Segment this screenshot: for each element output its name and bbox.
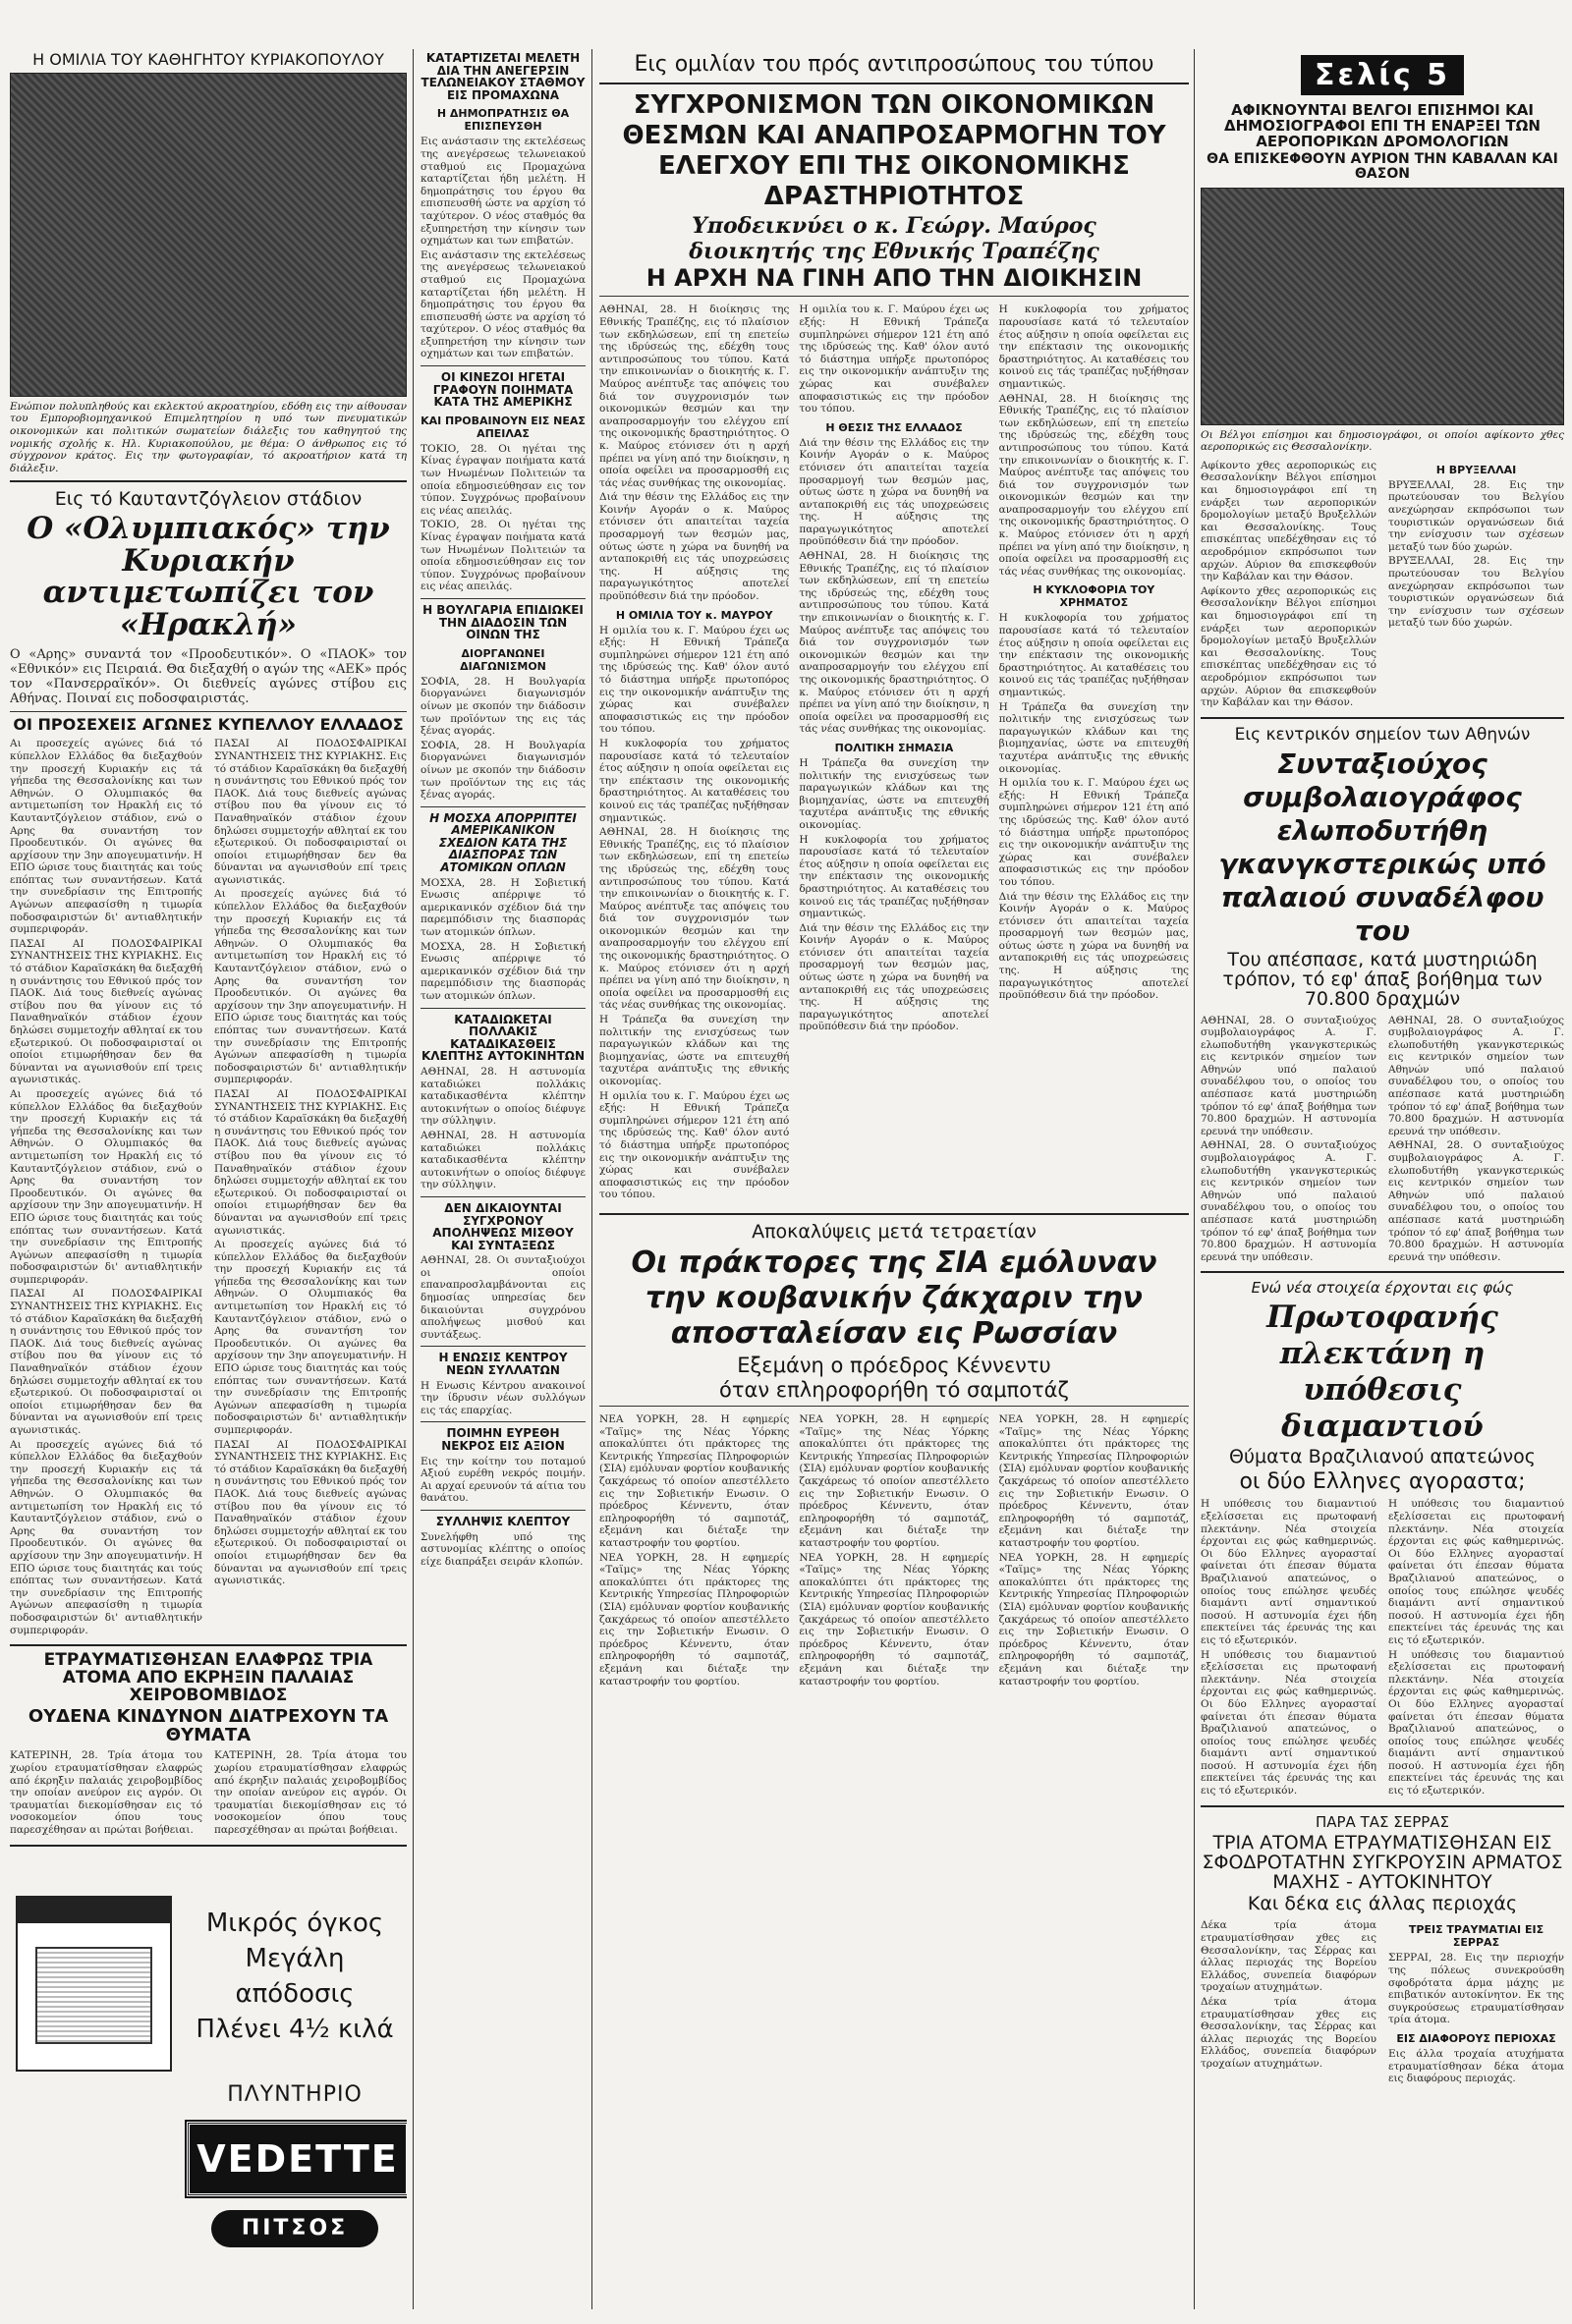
shepherd-headline: ΠΟΙΜΗΝ ΕΥΡΕΘΗ ΝΕΚΡΟΣ ΕΙΣ ΑΞΙΟΝ	[441, 1426, 565, 1453]
cup-games-body-b-cont: Αι προσεχείς αγώνες διά τό κύπελλον Ελλάδος θα διεξαχθούν την προσεχή Κυριακήν εις τά γήπεδα της Θεσσαλονίκης και των Αθηνών. Ο Ολυμπιακός θα αντιμετωπίση τον Ηρακλή εις τό Καυταντζόγλειον στάδιον, ενώ ο Αρης θα συναντήση τον Προοδευτικόν. Οι αγώνες θα αρχίσουν την 3ην απογευματινήν. Η ΕΠΟ ώρισε τους διαιτητάς και τούς επόπτας των συναντήσεων. Κατά την συνεδρίασιν της Επιτροπής Αγώνων απεφασίσθη η τιμωρία ποδοσφαιριστών δι' αντιαθλητικήν συμπεριφοράν.	[214, 888, 407, 1086]
column-right	[1201, 49, 1564, 2314]
cup-games-body-a-cont2: Αι προσεχείς αγώνες διά τό κύπελλον Ελλάδος θα διεξαχθούν την προσεχή Κυριακήν εις τά γήπεδα της Θεσσαλονίκης και των Αθηνών. Ο Ολυμπιακός θα αντιμετωπίση τον Ηρακλή εις τό Καυταντζόγλειον στάδιον, ενώ ο Αρης θα συναντήση τον Προοδευτικόν. Οι αγώνες θα αρχίσουν την 3ην απογευματινήν. Η ΕΠΟ ώρισε τους διαιτητάς και τούς επόπτας των συναντήσεων. Κατά την συνεδρίασιν της Επιτροπής Αγώνων απεφασίσθη η τιμωρία ποδοσφαιριστών δι' αντιαθλητικήν συμπεριφοράν.	[10, 1087, 202, 1286]
ad-line-2: Μεγάλη απόδοσις	[235, 1943, 355, 2009]
column-rule	[591, 49, 592, 2309]
cia-body-6: ΝΕΑ ΥΟΡΚΗ, 28. Η εφημερίς «Ταϊμς» της Νέας Υόρκης αποκαλύπτει ότι πράκτορες της Κεντρικής Υπηρεσίας Πληροφοριών (ΣΙΑ) εμόλυναν φορτίον κουβανικής ζακχάρεως τό οποίον απεστέλλετο εις την Σοβιετικήν Ενωσιν. Ο πρόεδρος Κέννεντυ, όταν επληροφορήθη τό σαμποτάζ, εξεμάνη και διέταξε την καταστροφήν του φορτίου.	[998, 1551, 1189, 1688]
moscow-body-cont: ΜΟΣΧΑ, 28. Η Σοβιετική Ενωσις απέρριψε τό αμερικανικόν σχέδιον διά την παρεμπόδισιν της διασποράς των ατομικών όπλων.	[421, 940, 586, 1002]
cup-games-body-b-cont2: ΠΑΣΑΙ ΑΙ ΠΟΔΟΣΦΑΙΡΙΚΑΙ ΣΥΝΑΝΤΗΣΕΙΣ ΤΗΣ ΚΥΡΙΑΚΗΣ. Εις τό στάδιον Καραϊσκάκη θα διεξαχθή η συνάντησις του Εθνικού πρός τον ΠΑΟΚ. Διά τους διεθνείς αγώνας στίβου που θα γίνουν εις τό Παναθηναϊκόν στάδιον έχουν δηλώσει συμμετοχήν αθληταί εκ του εξωτερικού. Οι ποδοσφαιρισταί οι οποίοι ετιμωρήθησαν δεν θα δύνανται να αγωνισθούν επί τρεις αγωνιστικάς.	[214, 1087, 407, 1237]
thief-arrest-body: Συνελήφθη υπό της αστυνομίας κλέπτης ο οποίος είχε διαπράξει σειράν κλοπών.	[421, 1530, 586, 1568]
economy-body-16: Η κυκλοφορία του χρήματος παρουσίασε κατά τό τελευταίον έτος αύξησιν η οποία οφείλεται εις την επέκτασιν της οικονομικής δραστηριότητος. Αι καταθέσεις του κοινού εις τάς τραπέζας ηυξήθησαν σημαντικώς.	[998, 612, 1189, 698]
cup-games-body-a-cont4: Αι προσεχείς αγώνες διά τό κύπελλον Ελλάδος θα διεξαχθούν την προσεχή Κυριακήν εις τά γήπεδα της Θεσσαλονίκης και των Αθηνών. Ο Ολυμπιακός θα αντιμετωπίση τον Ηρακλή εις τό Καυταντζόγλειον στάδιον, ενώ ο Αρης θα συναντήση τον Προοδευτικόν. Οι αγώνες θα αρχίσουν την 3ην απογευματινήν. Η ΕΠΟ ώρισε τους διαιτητάς και τούς επόπτας των συναντήσεων. Κατά την συνεδρίασιν της Επιτροπής Αγώνων απεφασίσθη η τιμωρία ποδοσφαιριστών δι' αντιαθλητικήν συμπεριφοράν.	[10, 1438, 202, 1636]
cup-games-body-b-cont4: ΠΑΣΑΙ ΑΙ ΠΟΔΟΣΦΑΙΡΙΚΑΙ ΣΥΝΑΝΤΗΣΕΙΣ ΤΗΣ ΚΥΡΙΑΚΗΣ. Εις τό στάδιον Καραϊσκάκη θα διεξαχθή η συνάντησις του Εθνικού πρός τον ΠΑΟΚ. Διά τους διεθνείς αγώνας στίβου που θα γίνουν εις τό Παναθηναϊκόν στάδιον έχουν δηλώσει συμμετοχήν αθληταί εκ του εξωτερικού. Οι ποδοσφαιρισταί οι οποίοι ετιμωρήθησαν δεν θα δύνανται να αγωνισθούν επί τρεις αγωνιστικάς.	[214, 1438, 407, 1587]
bulgaria-body: ΣΟΦΙΑ, 28. Η Βουλγαρία διοργανώνει διαγωνισμόν οίνων με σκοπόν την διάδοσιν των προϊόντων της εις τάς ξένας αγοράς.	[421, 675, 586, 738]
economy-body-18: Η ομιλία του κ. Γ. Μαύρου έχει ως εξής: Η Εθνική Τράπεζα συμπληρώνει σήμερον 121 έτη από της ιδρύσεώς της. Καθ' όλον αυτό τό διάστημα υπήρξε πρωτοπόρος εις την οικονομικήν ανάπτυξιν της χώρας και συνέβαλεν αποφασιστικώς εις την πρόοδον του τόπου.	[998, 777, 1189, 888]
kyriakopoulos-headline: Η ΟΜΙΛΙΑ ΤΟΥ ΚΑΘΗΓΗΤΟΥ ΚΥΡΙΑΚΟΠΟΥΛΟΥ	[32, 50, 384, 69]
notary-body-4: ΑΘΗΝΑΙ, 28. Ο συνταξιούχος συμβολαιογράφος Α. Γ. ελωποδυτήθη γκανγκστερικώς εις κεντρικόν σημείον των Αθηνών υπό παλαιού συναδέλφου του, ο οποίος του απέσπασε κατά μυστηριώδη τρόπον τό εφ' άπαξ βοήθημα των 70.800 δραχμών. Η αστυνομία ερευνά την υπόθεσιν.	[1388, 1139, 1564, 1263]
notary-body-2: ΑΘΗΝΑΙ, 28. Ο συνταξιούχος συμβολαιογράφος Α. Γ. ελωποδυτήθη γκανγκστερικώς εις κεντρικόν σημείον των Αθηνών υπό παλαιού συναδέλφου του, ο οποίος του απέσπασε κατά μυστηριώδη τρόπον τό εφ' άπαξ βοήθημα των 70.800 δραχμών. Η αστυνομία ερευνά την υπόθεσιν.	[1201, 1139, 1376, 1263]
ad-brand-name: VEDETTE	[196, 2136, 399, 2181]
economy-sub-money: Η ΚΥΚΛΟΦΟΡΙΑ ΤΟΥ ΧΡΗΜΑΤΟΣ	[1033, 583, 1155, 610]
chinese-headline: ΟΙ ΚΙΝΕΖΟΙ ΗΓΕΤΑΙ ΓΡΑΦΟΥΝ ΠΟΙΗΜΑΤΑ ΚΑΤΑ ΤΗΣ ΑΜΕΡΙΚΗΣ	[432, 370, 574, 410]
economy-body-12: Η κυκλοφορία του χρήματος παρουσίασε κατά τό τελευταίον έτος αύξησιν η οποία οφείλεται εις την επέκτασιν της οικονομικής δραστηριότητος. Αι καταθέσεις του κοινού εις τάς τραπέζας ηυξήθησαν σημαντικώς.	[799, 833, 989, 920]
cia-body-5: ΝΕΑ ΥΟΡΚΗ, 28. Η εφημερίς «Ταϊμς» της Νέας Υόρκης αποκαλύπτει ότι πράκτορες της Κεντρικής Υπηρεσίας Πληροφοριών (ΣΙΑ) εμόλυναν φορτίον κουβανικής ζακχάρεως τό οποίον απεστέλλετο εις την Σοβιετικήν Ενωσιν. Ο πρόεδρος Κέννεντυ, όταν επληροφορήθη τό σαμποτάζ, εξεμάνη και διέταξε την καταστροφήν του φορτίου.	[998, 1413, 1189, 1549]
notary-body-1: ΑΘΗΝΑΙ, 28. Ο συνταξιούχος συμβολαιογράφος Α. Γ. ελωποδυτήθη γκανγκστερικώς εις κεντρικόν σημείον των Αθηνών υπό παλαιού συναδέλφου του, ο οποίος του απέσπασε κατά μυστηριώδη τρόπον τό εφ' άπαξ βοήθημα των 70.800 δραχμών. Η αστυνομία ερευνά την υπόθεσιν.	[1201, 1014, 1376, 1137]
ad-line-3: Πλένει 4½ κιλά	[196, 2014, 394, 2044]
economy-body-10: ΑΘΗΝΑΙ, 28. Η διοίκησις της Εθνικής Τραπέζης, εις τό πλαίσιον των εκδηλώσεων, επί τη επετείω της ιδρύσεώς της, εδέχθη τους αντιπροσώπους του τύπου. Κατά την επικοινωνίαν ο διοικητής κ. Γ. Μαύρος ανέπτυξε τας απόψεις του διά τον συγχρονισμόν των οικονομικών θεσμών και την αναπροσαρμογήν του ελέγχου επί της οικονομικής δραστηριότητος. Ο κ. Μαύρος ετόνισεν ότι η αρχή πρέπει να γίνη από την διοίκησιν, η οποία οφείλει να προσαρμοσθή εις τάς νέας συνθήκας της οικονομίας.	[799, 550, 989, 736]
grenade-body-cont: ΚΑΤΕΡΙΝΗ, 28. Τρία άτομα του χωρίου ετραυματίσθησαν ελαφρώς από έκρηξιν παλαιάς χειροβομβίδος την οποίαν ανεύρον εις αγρόν. Οι τραυματίαι διεκομίσθησαν εις τό νοσοκομείον όπου τους παρεσχέθησαν αι πρώται βοήθειαι.	[214, 1749, 407, 1836]
cia-deck-2: όταν επληροφορήθη τό σαμποτάζ	[719, 1377, 1069, 1402]
belgians-body-2: Αφίκοντο χθες αεροπορικώς εις Θεσσαλονίκην Βέλγοι επίσημοι και δημοσιογράφοι επί τη ενάρξει των αεροπορικών δρομολογίων μεταξύ Βρυξελλών και Θεσσαλονίκης. Τους επισκέπτας υπεδέχθησαν εις τό αεροδρόμιον εκπρόσωποι των αρχών. Αύριον θα επισκεφθούν την Καβάλαν και την Θάσον.	[1201, 584, 1376, 709]
cia-deck-1: Εξεμάνη ο πρόεδρος Κέννεντυ	[737, 1353, 1051, 1377]
ad-product-label: ΠΛΥΝΤΗΡΙΟ	[227, 2081, 363, 2107]
moscow-body: ΜΟΣΧΑ, 28. Η Σοβιετική Ενωσις απέρριψε τό αμερικανικόν σχέδιον διά την παρεμπόδισιν της διασποράς των ατομικών όπλων.	[421, 876, 586, 939]
economy-body-7: Η ομιλία του κ. Γ. Μαύρου έχει ως εξής: Η Εθνική Τράπεζα συμπληρώνει σήμερον 121 έτη από της ιδρύσεώς της. Καθ' όλον αυτό τό διάστημα υπήρξε πρωτοπόρος εις την οικονομικήν ανάπτυξιν της χώρας και συνέβαλεν αποφασιστικώς εις την πρόοδον του τόπου.	[599, 1089, 790, 1201]
diamond-body-4: Η υπόθεσις του διαμαντιού εξελίσσεται εις πρωτοφανή πλεκτάνην. Νέα στοιχεία έρχονται εις φώς καθημερινώς. Οι δύο Ελληνες αγορασταί φαίνεται ότι έπεσαν θύματα Βραζιλιανού απατεώνος, ο οποίος τους επώλησε ψευδές διαμάντι αντί σημαντικού ποσού. Η αστυνομία έχει ήδη επεκτείνει τάς έρευνάς της και εις τό εξωτερικόν.	[1388, 1648, 1564, 1798]
washing-machine-illustration	[16, 1896, 172, 2072]
cup-games-body-a-cont: ΠΑΣΑΙ ΑΙ ΠΟΔΟΣΦΑΙΡΙΚΑΙ ΣΥΝΑΝΤΗΣΕΙΣ ΤΗΣ ΚΥΡΙΑΚΗΣ. Εις τό στάδιον Καραϊσκάκη θα διεξαχθή η συνάντησις του Εθνικού πρός τον ΠΑΟΚ. Διά τους διεθνείς αγώνας στίβου που θα γίνουν εις τό Παναθηναϊκόν στάδιον έχουν δηλώσει συμμετοχήν αθληταί εκ του εξωτερικού. Οι ποδοσφαιρισταί οι οποίοι ετιμωρήθησαν δεν θα δύνανται να αγωνισθούν επί τρεις αγωνιστικάς.	[10, 937, 202, 1086]
belgians-body-1: Αφίκοντο χθες αεροπορικώς εις Θεσσαλονίκην Βέλγοι επίσημοι και δημοσιογράφοι επί τη ενάρξει των αεροπορικών δρομολογίων μεταξύ Βρυξελλών και Θεσσαλονίκης. Τους επισκέπτας υπεδέχθησαν εις τό αεροδρόμιον εκπρόσωποι των αρχών. Αύριον θα επισκεφθούν την Καβάλαν και την Θάσον.	[1201, 459, 1376, 583]
economy-sub-greece: Η ΘΕΣΙΣ ΤΗΣ ΕΛΛΑΔΟΣ	[825, 420, 963, 434]
chinese-sub: ΚΑΙ ΠΡΟΒΑΙΝΟΥΝ ΕΙΣ ΝΕΑΣ ΑΠΕΙΛΑΣ	[421, 414, 586, 440]
centre-union-headline: Η ΕΝΩΣΙΣ ΚΕΝΤΡΟΥ ΝΕΩΝ ΣΥΛΛΑΤΩΝ	[438, 1351, 568, 1378]
ad-maker-name: ΠΙΤΣΟΣ	[241, 2216, 349, 2241]
notary-kicker: Εις κεντρικόν σημείον των Αθηνών	[1234, 724, 1531, 745]
economy-body-5: ΑΘΗΝΑΙ, 28. Η διοίκησις της Εθνικής Τραπέζης, εις τό πλαίσιον των εκδηλώσεων, επί τη επετείω της ιδρύσεώς της, εδέχθη τους αντιπροσώπους του τύπου. Κατά την επικοινωνίαν ο διοικητής κ. Γ. Μαύρος ανέπτυξε τας απόψεις του διά τον συγχρονισμόν των οικονομικών θεσμών και την αναπροσαρμογήν του ελέγχου επί της οικονομικής δραστηριότητος. Ο κ. Μαύρος ετόνισεν ότι η αρχή πρέπει να γίνη από την διοίκησιν, η οποία οφείλει να προσαρμοσθή εις τάς νέας συνθήκας της οικονομίας.	[599, 826, 790, 1012]
column-centre	[599, 49, 1189, 2314]
page-number-label: Σελίς 5	[1315, 58, 1450, 92]
cia-body-1: ΝΕΑ ΥΟΡΚΗ, 28. Η εφημερίς «Ταϊμς» της Νέας Υόρκης αποκαλύπτει ότι πράκτορες της Κεντρικής Υπηρεσίας Πληροφοριών (ΣΙΑ) εμόλυναν φορτίον κουβανικής ζακχάρεως τό οποίον απεστέλλετο εις την Σοβιετικήν Ενωσιν. Ο πρόεδρος Κέννεντυ, όταν επληροφορήθη τό σαμποτάζ, εξεμάνη και διέταξε την καταστροφήν του φορτίου.	[599, 1413, 790, 1549]
economy-deck-1: Υποδεικνύει ο κ. Γεώργ. Μαύρος	[692, 213, 1096, 239]
column-left	[10, 49, 407, 2314]
notary-deck: Του απέσπασε, κατά μυστηριώδη τρόπον, τό εφ' άπαξ βοήθημα των 70.800 δραχμών	[1222, 948, 1543, 1010]
brussels-sub: Η ΒΡΥΞΕΛΛΑΙ	[1435, 463, 1517, 476]
diamond-deck-2: οι δύο Ελληνες αγοραστα;	[1239, 1469, 1526, 1495]
belgians-body-3: ΒΡΥΞΕΛΛΑΙ, 28. Εις την πρωτεύουσαν του Βελγίου ανεχώρησαν εκπρόσωποι των τουριστικών οργανώσεων διά την ενίσχυσιν των σχέσεων μεταξύ των δύο χωρών.	[1388, 478, 1564, 553]
belgians-body-4: ΒΡΥΞΕΛΛΑΙ, 28. Εις την πρωτεύουσαν του Βελγίου ανεχώρησαν εκπρόσωποι των τουριστικών οργανώσεων διά την ενίσχυσιν των σχέσεων μεταξύ των δύο χωρών.	[1388, 555, 1564, 630]
bulgaria-sub: ΔΙΟΡΓΑΝΩΝΕΙ ΔΙΑΓΩΝΙΣΜΟΝ	[460, 646, 546, 673]
cup-games-body-a: Αι προσεχείς αγώνες διά τό κύπελλον Ελλάδος θα διεξαχθούν την προσεχή Κυριακήν εις τά γήπεδα της Θεσσαλονίκης και των Αθηνών. Ο Ολυμπιακός θα αντιμετωπίση τον Ηρακλή εις τό Καυταντζόγλειον στάδιον, ενώ ο Αρης θα συναντήση τον Προοδευτικόν. Οι αγώνες θα αρχίσουν την 3ην απογευματινήν. Η ΕΠΟ ώρισε τους διαιτητάς και τούς επόπτας των συναντήσεων. Κατά την συνεδρίασιν της Επιτροπής Αγώνων απεφασίσθη η τιμωρία ποδοσφαιριστών δι' αντιαθλητικήν συμπεριφοράν.	[10, 738, 202, 936]
grenade-subheadline: ΟΥΔΕΝΑ ΚΙΝΔΥΝΟΝ ΔΙΑΤΡΕΧΟΥΝ ΤΑ ΘΥΜΑΤΑ	[28, 1705, 389, 1745]
diamond-deck-1: Θύματα Βραζιλιανού απατεώνος	[1229, 1446, 1536, 1468]
economy-body-2: Διά την θέσιν της Ελλάδος εις την Κοινήν Αγοράν ο κ. Μαύρος ετόνισεν ότι απαιτείται ταχεία προσαρμογή των θεσμών μας, ούτως ώστε η χώρα να δυνηθή να ανταποκριθή εις τάς υποχρεώσεις της. Η αύξησις της παραγωγικότητος αποτελεί προϋπόθεσιν διά την πρόοδον.	[599, 491, 790, 603]
car-thief-headline: ΚΑΤΑΔΙΩΚΕΤΑΙ ΠΟΛΛΑΚΙΣ ΚΑΤΑΔΙΚΑΣΘΕΙΣ ΚΛΕΠΤΗΣ ΑΥΤΟΚΙΝΗΤΩΝ	[421, 1012, 586, 1064]
ad-line-1: Μικρός όγκος	[205, 1908, 384, 1938]
economy-kicker: Εις ομιλίαν του πρός αντιπροσώπους του τύπου	[634, 52, 1154, 77]
cia-body-2: ΝΕΑ ΥΟΡΚΗ, 28. Η εφημερίς «Ταϊμς» της Νέας Υόρκης αποκαλύπτει ότι πράκτορες της Κεντρικής Υπηρεσίας Πληροφοριών (ΣΙΑ) εμόλυναν φορτίον κουβανικής ζακχάρεως τό οποίον απεστέλλετο εις την Σοβιετικήν Ενωσιν. Ο πρόεδρος Κέννεντυ, όταν επληροφορήθη τό σαμποτάζ, εξεμάνη και διέταξε την καταστροφήν του φορτίου.	[599, 1551, 790, 1688]
olympiakos-deck: Ο «Αρης» συναντά τον «Προοδευτικόν». Ο «ΠΑΟΚ» τον «Εθνικόν» εις Πειραιά. Θα διεξαχθή ο αγών της «ΑΕΚ» πρός τον «Πανσερραϊκόν». Οι διεθνείς αγώνες στίβου εις Αθήνας. Ποιναί εις ποδοσφαιριστάς.	[10, 646, 407, 706]
stadium-kicker: Εις τό Καυταντζόγλειον στάδιον	[54, 488, 363, 511]
economy-body-19: Διά την θέσιν της Ελλάδος εις την Κοινήν Αγοράν ο κ. Μαύρος ετόνισεν ότι απαιτείται ταχεία προσαρμογή των θεσμών μας, ούτως ώστε η χώρα να δυνηθή να ανταποκριθή εις τάς υποχρεώσεις της. Η αύξησις της παραγωγικότητος αποτελεί προϋπόθεσιν διά την πρόοδον.	[998, 890, 1189, 1002]
economy-body-15: ΑΘΗΝΑΙ, 28. Η διοίκησις της Εθνικής Τραπέζης, εις τό πλαίσιον των εκδηλώσεων, επί τη επετείω της ιδρύσεώς της, εδέχθη τους αντιπροσώπους του τύπου. Κατά την επικοινωνίαν ο διοικητής κ. Γ. Μαύρος ανέπτυξε τας απόψεις του διά τον συγχρονισμόν των οικονομικών θεσμών και την αναπροσαρμογήν του ελέγχου επί της οικονομικής δραστηριότητος. Ο κ. Μαύρος ετόνισεν ότι η αρχή πρέπει να γίνη από την διοίκησιν, η οποία οφείλει να προσαρμοσθή εις τάς νέας συνθήκας της οικονομίας.	[998, 392, 1189, 578]
serres-body-2: Δέκα τρία άτομα ετραυματίσθησαν χθες εις Θεσσαλονίκην, τας Σέρρας και άλλας περιοχάς της Βορείου Ελλάδος, συνεπεία διαφόρων τροχαίων ατυχημάτων.	[1201, 1995, 1376, 2070]
serres-headline: ΤΡΙΑ ΑΤΟΜΑ ΕΤΡΑΥΜΑΤΙΣΘΗΣΑΝ ΕΙΣ ΣΦΟΔΡΟΤΑΤΗΝ ΣΥΓΚΡΟΥΣΙΝ ΑΡΜΑΤΟΣ ΜΑΧΗΣ - ΑΥΤΟΚΙΝΗΤΟΥ	[1202, 1831, 1563, 1893]
economy-sub-speech: Η ΟΜΙΛΙΑ ΤΟΥ κ. ΜΑΥΡΟΥ	[615, 608, 773, 622]
serres-body-3: ΣΕΡΡΑΙ, 28. Εις την περιοχήν της πόλεως συνεκρούσθη σφοδρότατα άρμα μάχης με επιβατικόν αυτοκίνητον. Εκ της συγκρούσεως ετραυματίσθησαν τρία άτομα.	[1388, 1952, 1564, 2026]
economy-body-1: ΑΘΗΝΑΙ, 28. Η διοίκησις της Εθνικής Τραπέζης, εις τό πλαίσιον των εκδηλώσεων, επί τη επετείω της ιδρύσεώς της, εδέχθη τους αντιπροσώπους του τύπου. Κατά την επικοινωνίαν ο διοικητής κ. Γ. Μαύρος ανέπτυξε τας απόψεις του διά τον συγχρονισμόν των οικονομικών θεσμών και την αναπροσαρμογήν του ελέγχου επί της οικονομικής δραστηριότητος. Ο κ. Μαύρος ετόνισεν ότι η αρχή πρέπει να γίνη από την διοίκησιν, η οποία οφείλει να προσαρμοσθή εις τάς νέας συνθήκας της οικονομίας.	[599, 304, 790, 489]
economy-body-9: Διά την θέσιν της Ελλάδος εις την Κοινήν Αγοράν ο κ. Μαύρος ετόνισεν ότι απαιτείται ταχεία προσαρμογή των θεσμών μας, ούτως ώστε η χώρα να δυνηθή να ανταποκριθή εις τάς υποχρεώσεις της. Η αύξησις της παραγωγικότητος αποτελεί προϋπόθεσιν διά την πρόοδον.	[799, 436, 989, 548]
lecture-caption: Ενώπιον πολυπληθούς και εκλεκτού ακροατηρίου, εδόθη εις την αίθουσαν του Εμποροβιομηχανικού Επιμελητηρίου η υπό των πνευματικών οικονομικών και πολιτικών σωματείων διάλεξις του καθηγητού της νομικής σχολής κ. Ηλ. Κυριακοπούλου, με θέμα: Ο άνθρωπος εις τό σύγχρονον κράτος. Εις την φωτογραφίαν, τό ακροατήριον κατά τη διάλεξιν.	[10, 400, 407, 474]
economy-body-6: Η Τράπεζα θα συνεχίση την πολιτικήν της ενισχύσεως των παραγωγικών κλάδων και της βιομηχανίας, ώστε να επιτευχθή ταχυτέρα ανάπτυξις της εθνικής οικονομίας.	[599, 1014, 790, 1087]
economy-headline: ΣΥΓΧΡΟΝΙΣΜΟΝ ΤΩΝ ΟΙΚΟΝΟΜΙΚΩΝ ΘΕΣΜΩΝ ΚΑΙ ΑΝΑΠΡΟΣΑΡΜΟΓΗΝ ΤΟΥ ΕΛΕΓΧΟΥ ΕΠΙ ΤΗΣ ΟΙΚΟΝΟΜΙΚΗΣ ΔΡΑΣΤΗΡΙΟΤΗΤΟΣ	[622, 90, 1166, 211]
column-narrow	[421, 49, 586, 2314]
ad-brand-box	[187, 2122, 407, 2196]
page-number-badge	[1301, 55, 1464, 95]
grenade-body: ΚΑΤΕΡΙΝΗ, 28. Τρία άτομα του χωρίου ετραυματίσθησαν ελαφρώς από έκρηξιν παλαιάς χειροβομβίδος την οποίαν ανεύρον εις αγρόν. Οι τραυματίαι διεκομίσθησαν εις τό νοσοκομείον όπου τους παρεσχέθησαν αι πρώται βοήθειαι.	[10, 1749, 202, 1836]
notary-headline: Συνταξιούχος συμβολαιογράφος ελωποδυτήθη γκανγκστερικώς υπό παλαιού συναδέλφου του	[1218, 747, 1546, 947]
belgians-subheadline: ΘΑ ΕΠΙΣΚΕΦΘΟΥΝ ΑΥΡΙΟΝ ΤΗΝ ΚΑΒΑΛΑΝ ΚΑΙ ΘΑΣΟΝ	[1207, 151, 1558, 182]
bulgaria-body-cont: ΣΟΦΙΑ, 28. Η Βουλγαρία διοργανώνει διαγωνισμόν οίνων με σκοπόν την διάδοσιν των προϊόντων της εις τάς ξένας αγοράς.	[421, 739, 586, 802]
chinese-body-cont: ΤΟΚΙΟ, 28. Οι ηγέται της Κίνας έγραψαν ποιήματα κατά των Ηνωμένων Πολιτειών τα οποία εδημοσιεύθησαν εις τον τύπον. Συγχρόνως προβαίνουν εις νέας απειλάς.	[421, 519, 586, 593]
customs-sub: Η ΔΗΜΟΠΡΑΤΗΣΙΣ ΘΑ ΕΠΙΣΠΕΥΣΘΗ	[436, 107, 570, 134]
serres-body-1: Δέκα τρία άτομα ετραυματίσθησαν χθες εις Θεσσαλονίκην, τας Σέρρας και άλλας περιοχάς της Βορείου Ελλάδος, συνεπεία διαφόρων τροχαίων ατυχημάτων.	[1201, 1919, 1376, 1994]
shepherd-body: Εις την κοίτην του ποταμού Αξιού ευρέθη νεκρός ποιμήν. Αι αρχαί ερευνούν τά αίτια του θανάτου.	[421, 1455, 586, 1505]
car-thief-body-cont: ΑΘΗΝΑΙ, 28. Η αστυνομία καταδιώκει πολλάκις καταδικασθέντα κλέπτην αυτοκινήτων ο οποίος διέφυγε την σύλληψιν.	[421, 1129, 586, 1191]
cia-body-3: ΝΕΑ ΥΟΡΚΗ, 28. Η εφημερίς «Ταϊμς» της Νέας Υόρκης αποκαλύπτει ότι πράκτορες της Κεντρικής Υπηρεσίας Πληροφοριών (ΣΙΑ) εμόλυναν φορτίον κουβανικής ζακχάρεως τό οποίον απεστέλλετο εις την Σοβιετικήν Ενωσιν. Ο πρόεδρος Κέννεντυ, όταν επληροφορήθη τό σαμποτάζ, εξεμάνη και διέταξε την καταστροφήν του φορτίου.	[799, 1413, 989, 1549]
economy-sub-politics: ΠΟΛΙΤΙΚΗ ΣΗΜΑΣΙΑ	[834, 741, 954, 754]
cup-games-body-a-cont3: ΠΑΣΑΙ ΑΙ ΠΟΔΟΣΦΑΙΡΙΚΑΙ ΣΥΝΑΝΤΗΣΕΙΣ ΤΗΣ ΚΥΡΙΑΚΗΣ. Εις τό στάδιον Καραϊσκάκη θα διεξαχθή η συνάντησις του Εθνικού πρός τον ΠΑΟΚ. Διά τους διεθνείς αγώνας στίβου που θα γίνουν εις τό Παναθηναϊκόν στάδιον έχουν δηλώσει συμμετοχήν αθληταί εκ του εξωτερικού. Οι ποδοσφαιρισταί οι οποίοι ετιμωρήθησαν δεν θα δύνανται να αγωνισθούν επί τρεις αγωνιστικάς.	[10, 1288, 202, 1436]
thief-arrest-headline: ΣΥΛΛΗΨΙΣ ΚΛΕΠΤΟΥ	[435, 1514, 571, 1528]
economy-body-8: Η ομιλία του κ. Γ. Μαύρου έχει ως εξής: Η Εθνική Τράπεζα συμπληρώνει σήμερον 121 έτη από της ιδρύσεώς της. Καθ' όλον αυτό τό διάστημα υπήρξε πρωτοπόρος εις την οικονομικήν ανάπτυξιν της χώρας και συνέβαλεν αποφασιστικώς εις την πρόοδον του τόπου.	[799, 304, 989, 415]
diamond-kicker: Ενώ νέα στοιχεία έρχονται εις φώς	[1251, 1279, 1514, 1298]
moscow-headline: Η ΜΟΣΧΑ ΑΠΟΡΡΙΠΤΕΙ ΑΜΕΡΙΚΑΝΙΚΟΝ ΣΧΕΔΙΟΝ ΚΑΤΑ ΤΗΣ ΔΙΑΣΠΟΡΑΣ ΤΩΝ ΑΤΟΜΙΚΩΝ ΟΠΛΩΝ	[429, 810, 577, 875]
lecture-audience-photo	[10, 73, 407, 397]
economy-deck-2: διοικητής της Εθνικής Τραπέζης	[689, 239, 1099, 265]
cup-games-body-b-cont3: Αι προσεχείς αγώνες διά τό κύπελλον Ελλάδος θα διεξαχθούν την προσεχή Κυριακήν εις τά γήπεδα της Θεσσαλονίκης και των Αθηνών. Ο Ολυμπιακός θα αντιμετωπίση τον Ηρακλή εις τό Καυταντζόγλειον στάδιον, ενώ ο Αρης θα συναντήση τον Προοδευτικόν. Οι αγώνες θα αρχίσουν την 3ην απογευματινήν. Η ΕΠΟ ώρισε τους διαιτητάς και τούς επόπτας των συναντήσεων. Κατά την συνεδρίασιν της Επιτροπής Αγώνων απεφασίσθη η τιμωρία ποδοσφαιριστών δι' αντιαθλητικήν συμπεριφοράν.	[214, 1239, 407, 1436]
belgians-caption: Οι Βέλγοι επίσημοι και δημοσιογράφοι, οι οποίοι αφίκοντο χθες αεροπορικώς εις Θεσσαλονίκην.	[1201, 428, 1564, 454]
economy-body-3: Η ομιλία του κ. Γ. Μαύρου έχει ως εξής: Η Εθνική Τράπεζα συμπληρώνει σήμερον 121 έτη από της ιδρύσεώς της. Καθ' όλον αυτό τό διάστημα υπήρξε πρωτοπόρος εις την οικονομικήν ανάπτυξιν της χώρας και συνέβαλεν αποφασιστικώς εις την πρόοδον του τόπου.	[599, 624, 790, 736]
economy-body-17: Η Τράπεζα θα συνεχίση την πολιτικήν της ενισχύσεως των παραγωγικών κλάδων και της βιομηχανίας, ώστε να επιτευχθή ταχυτέρα ανάπτυξις της εθνικής οικονομίας.	[998, 700, 1189, 775]
economy-subheadline: Η ΑΡΧΗ ΝΑ ΓΙΝΗ ΑΠΟ ΤΗΝ ΔΙΟΙΚΗΣΙΝ	[646, 264, 1143, 293]
cia-kicker: Αποκαλύψεις μετά τετραετίαν	[752, 1220, 1037, 1243]
cia-body-4: ΝΕΑ ΥΟΡΚΗ, 28. Η εφημερίς «Ταϊμς» της Νέας Υόρκης αποκαλύπτει ότι πράκτορες της Κεντρικής Υπηρεσίας Πληροφοριών (ΣΙΑ) εμόλυναν φορτίον κουβανικής ζακχάρεως τό οποίον απεστέλλετο εις την Σοβιετικήν Ενωσιν. Ο πρόεδρος Κέννεντυ, όταν επληροφορήθη τό σαμποτάζ, εξεμάνη και διέταξε την καταστροφήν του φορτίου.	[799, 1551, 989, 1688]
customs-body-cont: Εις ανάστασιν της εκτελέσεως της ανεγέρσεως τελωνειακού σταθμού εις Προμαχώνα καταρτίζεται ήδη μελέτη. Η δημοπράτησις του έργου θα επισπευσθή ώστε να αρχίση τό ταχύτερον. Ο νέος σταθμός θα εξυπηρετήση την κίνησιν των οχημάτων και των επιβατών.	[421, 249, 586, 360]
customs-body: Εις ανάστασιν της εκτελέσεως της ανεγέρσεως τελωνειακού σταθμού εις Προμαχώνα καταρτίζεται ήδη μελέτη. Η δημοπράτησις του έργου θα επισπευσθή ώστε να αρχίση τό ταχύτερον. Ο νέος σταθμός θα εξυπηρετήση την κίνησιν των οχημάτων και των επιβατών.	[421, 136, 586, 248]
cup-games-headline: ΟΙ ΠΡΟΣΕΧΕΙΣ ΑΓΩΝΕΣ ΚΥΠΕΛΛΟΥ ΕΛΛΑΔΟΣ	[13, 714, 404, 734]
diamond-headline: Πρωτοφανής πλεκτάνη η υπόθεσις διαμαντιού	[1266, 1300, 1498, 1445]
ad-maker-box	[211, 2210, 378, 2247]
economy-body-13: Διά την θέσιν της Ελλάδος εις την Κοινήν Αγοράν ο κ. Μαύρος ετόνισεν ότι απαιτείται ταχεία προσαρμογή των θεσμών μας, ούτως ώστε η χώρα να δυνηθή να ανταποκριθή εις τάς υποχρεώσεις της. Η αύξησις της παραγωγικότητος αποτελεί προϋπόθεσιν διά την πρόοδον.	[799, 921, 989, 1033]
belgian-visitors-photo	[1201, 188, 1564, 425]
pension-body: ΑΘΗΝΑΙ, 28. Οι συνταξιούχοι οι οποίοι επαναπροσλαμβάνονται εις δημοσίας υπηρεσίας δεν δικαιούνται συγχρόνου απολήψεως μισθού και συντάξεως.	[421, 1254, 586, 1341]
olympiakos-headline: Ο «Ολυμπιακός» την Κυριακήν αντιμετωπίζει τον «Ηρακλή»	[27, 511, 390, 642]
serres-body-4: Εις άλλα τροχαία ατυχήματα ετραυματίσθησαν δέκα άτομα εις διαφόρους περιοχάς.	[1388, 2047, 1564, 2085]
economy-body-14: Η κυκλοφορία του χρήματος παρουσίασε κατά τό τελευταίον έτος αύξησιν η οποία οφείλεται εις την επέκτασιν της οικονομικής δραστηριότητος. Αι καταθέσεις του κοινού εις τάς τραπέζας ηυξήθησαν σημαντικώς.	[998, 304, 1189, 390]
economy-body-4: Η κυκλοφορία του χρήματος παρουσίασε κατά τό τελευταίον έτος αύξησιν η οποία οφείλεται εις την επέκτασιν της οικονομικής δραστηριότητος. Αι καταθέσεις του κοινού εις τάς τραπέζας ηυξήθησαν σημαντικώς.	[599, 737, 790, 824]
serres-sub-2: ΕΙΣ ΔΙΑΦΟΡΟΥΣ ΠΕΡΙΟΧΑΣ	[1396, 2031, 1556, 2045]
belgians-headline: ΑΦΙΚΝΟΥΝΤΑΙ ΒΕΛΓΟΙ ΕΠΙΣΗΜΟΙ ΚΑΙ ΔΗΜΟΣΙΟΓΡΑΦΟΙ ΕΠΙ ΤΗ ΕΝΑΡΞΕΙ ΤΩΝ ΑΕΡΟΠΟΡΙΚΩΝ ΔΡΟΜΟΛΟΓΙΩΝ	[1224, 101, 1541, 150]
cup-games-body-b: ΠΑΣΑΙ ΑΙ ΠΟΔΟΣΦΑΙΡΙΚΑΙ ΣΥΝΑΝΤΗΣΕΙΣ ΤΗΣ ΚΥΡΙΑΚΗΣ. Εις τό στάδιον Καραϊσκάκη θα διεξαχθή η συνάντησις του Εθνικού πρός τον ΠΑΟΚ. Διά τους διεθνείς αγώνας στίβου που θα γίνουν εις τό Παναθηναϊκόν στάδιον έχουν δηλώσει συμμετοχήν αθληταί εκ του εξωτερικού. Οι ποδοσφαιρισταί οι οποίοι ετιμωρήθησαν δεν θα δύνανται να αγωνισθούν επί τρεις αγωνιστικάς.	[214, 738, 407, 886]
serres-deck: Και δέκα εις άλλας περιοχάς	[1247, 1893, 1518, 1915]
cia-headline: Οι πράκτορες της ΣΙΑ εμόλυναν την κουβανικήν ζάκχαριν την αποσταλείσαν εις Ρωσσίαν	[631, 1245, 1157, 1351]
centre-union-body: Η Ενωσις Κέντρου ανακοινοί την ίδρυσιν νέων συλλόγων εις τάς επαρχίας.	[421, 1379, 586, 1416]
bulgaria-headline: Η ΒΟΥΛΓΑΡΙΑ ΕΠΙΔΙΩΚΕΙ ΤΗΝ ΔΙΑΔΟΣΙΝ ΤΩΝ ΟΙΝΩΝ ΤΗΣ	[422, 602, 584, 642]
column-rule	[1194, 49, 1195, 2309]
serres-sub-1: ΤΡΕΙΣ ΤΡΑΥΜΑΤΙΑΙ ΕΙΣ ΣΕΡΡΑΣ	[1408, 1923, 1544, 1950]
notary-body-3: ΑΘΗΝΑΙ, 28. Ο συνταξιούχος συμβολαιογράφος Α. Γ. ελωποδυτήθη γκανγκστερικώς εις κεντρικόν σημείον των Αθηνών υπό παλαιού συναδέλφου του, ο οποίος του απέσπασε κατά μυστηριώδη τρόπον τό εφ' άπαξ βοήθημα των 70.800 δραχμών. Η αστυνομία ερευνά την υπόθεσιν.	[1388, 1014, 1564, 1137]
diamond-body-2: Η υπόθεσις του διαμαντιού εξελίσσεται εις πρωτοφανή πλεκτάνην. Νέα στοιχεία έρχονται εις φώς καθημερινώς. Οι δύο Ελληνες αγορασταί φαίνεται ότι έπεσαν θύματα Βραζιλιανού απατεώνος, ο οποίος τους επώλησε ψευδές διαμάντι αντί σημαντικού ποσού. Η αστυνομία έχει ήδη επεκτείνει τάς έρευνάς της και εις τό εξωτερικόν.	[1201, 1648, 1376, 1798]
economy-body-11: Η Τράπεζα θα συνεχίση την πολιτικήν της ενισχύσεως των παραγωγικών κλάδων και της βιομηχανίας, ώστε να επιτευχθή ταχυτέρα ανάπτυξις της εθνικής οικονομίας.	[799, 756, 989, 831]
diamond-body-1: Η υπόθεσις του διαμαντιού εξελίσσεται εις πρωτοφανή πλεκτάνην. Νέα στοιχεία έρχονται εις φώς καθημερινώς. Οι δύο Ελληνες αγορασταί φαίνεται ότι έπεσαν θύματα Βραζιλιανού απατεώνος, ο οποίος τους επώλησε ψευδές διαμάντι αντί σημαντικού ποσού. Η αστυνομία έχει ήδη επεκτείνει τάς έρευνάς της και εις τό εξωτερικόν.	[1201, 1498, 1376, 1646]
vedette-advertisement	[10, 1876, 407, 2298]
column-rule	[413, 49, 414, 2309]
chinese-body: ΤΟΚΙΟ, 28. Οι ηγέται της Κίνας έγραψαν ποιήματα κατά των Ηνωμένων Πολιτειών τα οποία εδημοσιεύθησαν εις τον τύπον. Συγχρόνως προβαίνουν εις νέας απειλάς.	[421, 442, 586, 517]
pension-headline: ΔΕΝ ΔΙΚΑΙΟΥΝΤΑΙ ΣΥΓΧΡΟΝΟΥ ΑΠΟΛΗΨΕΩΣ ΜΙΣΘΟΥ ΚΑΙ ΣΥΝΤΑΞΕΩΣ	[432, 1200, 574, 1252]
car-thief-body: ΑΘΗΝΑΙ, 28. Η αστυνομία καταδιώκει πολλάκις καταδικασθέντα κλέπτην αυτοκινήτων ο οποίος διέφυγε την σύλληψιν.	[421, 1065, 586, 1128]
diamond-body-3: Η υπόθεσις του διαμαντιού εξελίσσεται εις πρωτοφανή πλεκτάνην. Νέα στοιχεία έρχονται εις φώς καθημερινώς. Οι δύο Ελληνες αγορασταί φαίνεται ότι έπεσαν θύματα Βραζιλιανού απατεώνος, ο οποίος τους επώλησε ψευδές διαμάντι αντί σημαντικού ποσού. Η αστυνομία έχει ήδη επεκτείνει τάς έρευνάς της και εις τό εξωτερικόν.	[1388, 1498, 1564, 1646]
customs-headline: ΚΑΤΑΡΤΙΖΕΤΑΙ ΜΕΛΕΤΗ ΔΙΑ ΤΗΝ ΑΝΕΓΕΡΣΙΝ ΤΕΛΩΝΕΙΑΚΟΥ ΣΤΑΘΜΟΥ ΕΙΣ ΠΡΟΜΑΧΩΝΑ	[421, 51, 586, 102]
serres-kicker: ΠΑΡΑ ΤΑΣ ΣΕΡΡΑΣ	[1315, 1812, 1450, 1831]
grenade-headline: ΕΤΡΑΥΜΑΤΙΣΘΗΣΑΝ ΕΛΑΦΡΩΣ ΤΡΙΑ ΑΤΟΜΑ ΑΠΟ ΕΚΡΗΞΙΝ ΠΑΛΑΙΑΣ ΧΕΙΡΟΒΟΜΒΙΔΟΣ	[43, 1650, 373, 1705]
